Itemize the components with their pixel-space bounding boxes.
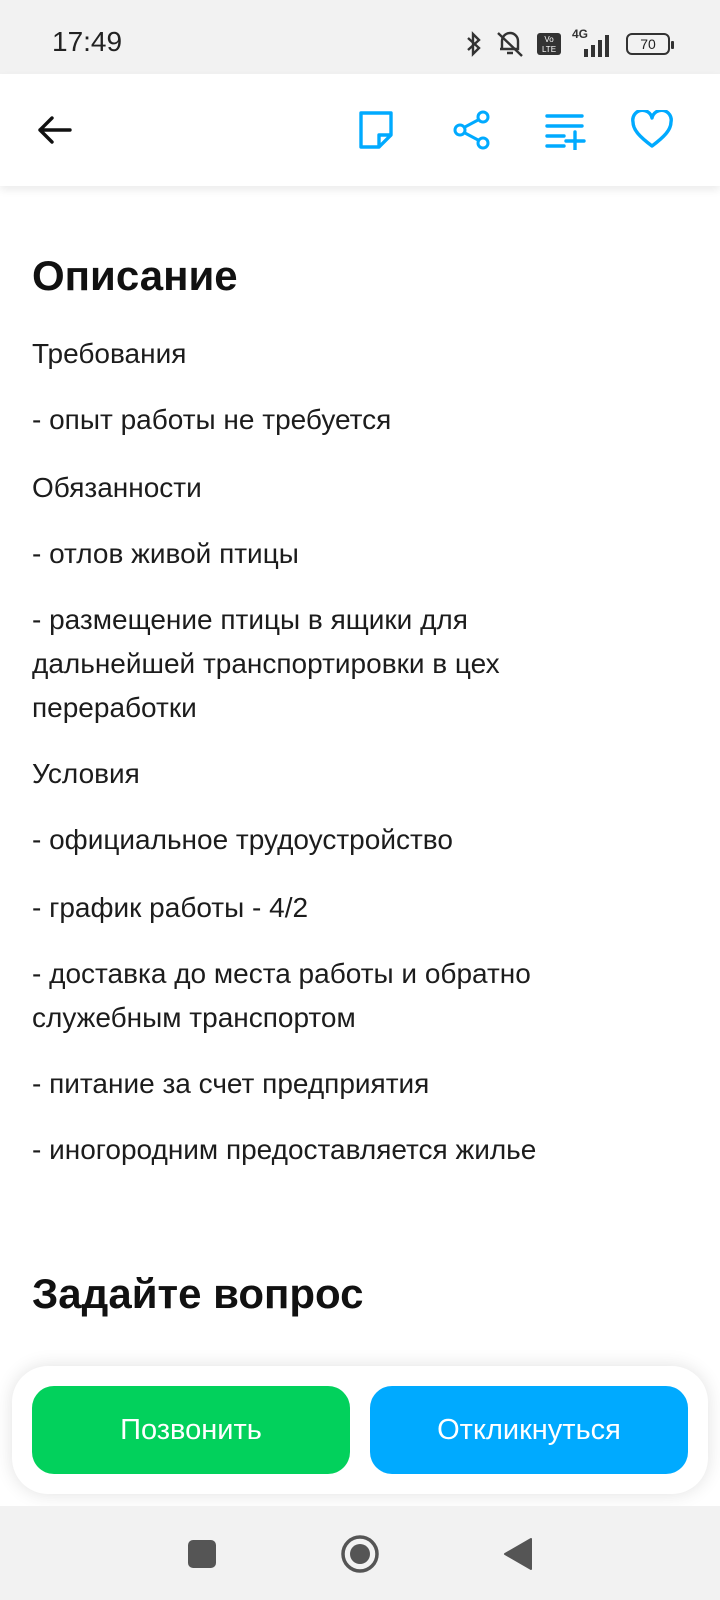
description-paragraph: - график работы - 4/2 (32, 892, 309, 923)
volte-icon (536, 32, 562, 56)
description-title: Описание (32, 252, 238, 299)
mute-icon (494, 29, 526, 59)
description-paragraph: Требования (32, 338, 187, 369)
status-icons (464, 24, 670, 64)
ask-question-title: Задайте вопрос (32, 1270, 364, 1317)
description-paragraph: - отлов живой птицы (32, 538, 299, 569)
description-paragraph: - иногородним предоставляется жилье (32, 1134, 537, 1165)
square-icon (186, 1538, 218, 1570)
system-navigation-bar (0, 1506, 720, 1600)
top-app-bar (0, 74, 720, 186)
note-icon (357, 109, 395, 151)
description-paragraph: - размещение птицы в ящики для дальнейшей транспортировки в цех переработки (32, 604, 500, 723)
share-icon (451, 109, 493, 151)
call-button[interactable]: Позвонить (32, 1386, 350, 1474)
favorite-button[interactable] (624, 102, 680, 158)
list-add-icon (544, 110, 588, 150)
respond-button[interactable]: Откликнуться (370, 1386, 688, 1474)
note-button[interactable] (348, 102, 404, 158)
svg-text:LTE: LTE (541, 45, 557, 54)
heart-icon (630, 110, 674, 150)
signal-icon (572, 29, 616, 59)
description-paragraph: - опыт работы не требуется (32, 404, 392, 435)
status-time: 17:49 (52, 26, 123, 57)
status-bar (0, 0, 720, 74)
svg-text:Vo: Vo (544, 35, 554, 44)
arrow-left-icon (34, 110, 74, 150)
share-button[interactable] (444, 102, 500, 158)
network-type: 4G (572, 27, 589, 41)
bluetooth-icon (464, 30, 484, 58)
battery-icon: 70 (626, 33, 670, 55)
description-paragraph: - официальное трудоустройство (32, 824, 453, 855)
action-panel (12, 1366, 708, 1494)
network-indicator (572, 29, 616, 59)
description-paragraph: - питание за счет предприятия (32, 1068, 430, 1099)
nav-back-button[interactable] (490, 1526, 546, 1582)
description-paragraph: - доставка до места работы и обратно служебным транспортом (32, 958, 531, 1033)
description-paragraph: Условия (32, 758, 140, 789)
back-button[interactable] (26, 102, 82, 158)
home-button[interactable] (332, 1526, 388, 1582)
triangle-back-icon (501, 1536, 535, 1572)
recent-apps-button[interactable] (174, 1526, 230, 1582)
circle-icon (339, 1533, 381, 1575)
description-paragraph: Обязанности (32, 472, 202, 503)
compare-button[interactable] (538, 102, 594, 158)
